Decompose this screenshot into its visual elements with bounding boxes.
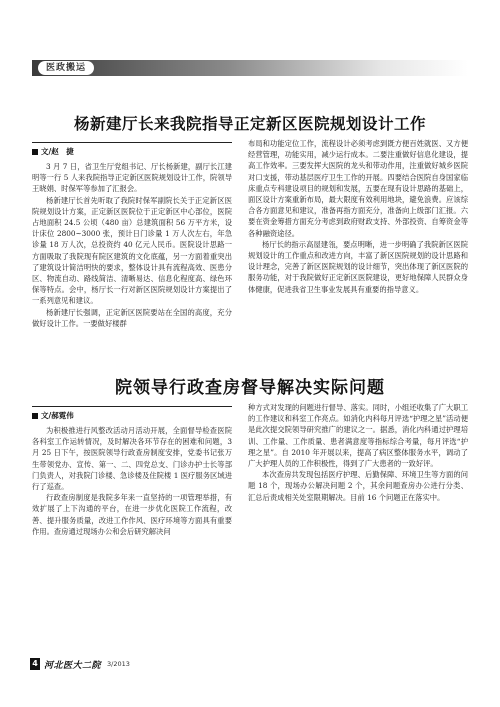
section-label: 医政搬运 [38, 61, 94, 75]
paragraph: 杨厅长的指示高屋建瓴，要点明晰，进一步明确了我院新区医院规划设计的工作重点和改进方向，丰富了新区医院规划的设计思路和设计理念，完善了新区医院规划的设计细节，突出体现了新区医院的服务功能，对于我院做好正定新区医院建设，更好地保障人民群众身体健康，促进我省卫生事业发展具有重要的指导意义。 [248, 239, 468, 294]
paragraph: 杨新建厅长强调，正定新区医院要站在全国的高度，充分做好设计工作。一要做好楼群 [32, 307, 232, 328]
article1-title: 杨新建厅长来我院指导正定新区医院规划设计工作 [73, 115, 426, 133]
page-footer [30, 657, 130, 671]
byline-square-icon [32, 413, 38, 419]
article2-title: 院领导行政查房督导解决实际问题 [115, 378, 385, 398]
article2-author: 文/郝霓伟 [41, 411, 74, 420]
paragraph: 3 月 7 日，省卫生厅党组书记、厅长杨新建，副厅长江建明等一行 5 人来我院指导正定新区医院规划设计工作，院领导王晓娟、时保军等参加了汇报会。 [32, 162, 232, 194]
paragraph: 本次查房共发现包括医疗护理、后勤保障、环境卫生等方面的问题 18 个，现场办公解决问题 2 个，其余问题查房办公进行分类、汇总后责成相关处室限期解决。目前 16 个问题正在落实中。 [248, 470, 468, 502]
byline-square-icon [32, 149, 38, 155]
magazine-name: 河北医大二院 [44, 660, 102, 671]
article2-left-column [32, 425, 232, 537]
paragraph: 杨新建厅长首先听取了我院时保军副院长关于正定新区医院规划设计方案，正定新区医院位于正定新区中心部位，医院占地面积 24.5 公顷（480 亩）总建筑面积 56 万平方米，设计床位 2800~3000 张，预计日门诊量 1 万人次左右，年急诊量 18 万人次，总投资约 40 亿元人民币。医院设计思路一方面吸取了我院现有院区建筑的文化底蕴，另一方面着重突出了建筑设计简洁明快的要求，整体设计具有流程高效、医患分区、物流自动、路线简洁、清晰易达、信息化程度高、绿色环保等特点。会中，杨厅长一行对新区医院规划设计方案提出了一系列意见和建议。 [32, 195, 232, 306]
article1-author: 文/赵 捷 [41, 147, 74, 156]
article1-right-column [248, 138, 468, 295]
article1-left-rule [32, 142, 232, 143]
article1-byline [32, 146, 74, 157]
paragraph: 布局和功能定位工作，流程设计必须考虑到既方便百姓就医、又方便经营管理，功能实用，减少运行成本。二要注重做好信息化建设，提高工作效率。三要发挥大医院的龙头和带动作用，注重做好城乡医院对口支援，带动基层医疗卫生工作的开展。四要结合医院自身国家临床重点专科建设项目的规划和发展，五要在现有设计思路的基础上，面区设计方案重新布局，最大限度有效利用地块，避免浪费。应该综合各方面意见和建议，准备再指方面充分，准备向上级部门汇报。六要在资金筹措方面充分考虑到政府财政支持、外部投资、自筹资金等各种融资途径。 [248, 139, 468, 238]
article2-right-column [248, 402, 468, 503]
issue-number: 3/2013 [107, 660, 130, 668]
page-number: 4 [30, 658, 40, 670]
paragraph: 行政查房制度是我院多年来一直坚持的一项管理举措，有效扩展了上下沟通的平台，在进一步优化医院工作流程，改善、提升服务质量，改进工作作风、医疗环境等方面具有重要作用。查房通过现场办公和会后研究解决问 [32, 493, 232, 536]
article2-byline [32, 410, 74, 421]
paragraph: 为积极推进行风整改活动月活动开展，全面督导检查医院各科室工作运转情况，及时解决各环节存在的困难和问题，3 月 25 日下午，按医院领导行政查房制度安排，党委书记张万生带领党办、宣传、第一、二、四党总支、门诊办护士长等部门负责人，对我院门诊楼、急诊楼及住院楼 1 医疗服务区域进行了巡查。 [32, 426, 232, 492]
article1-left-column [32, 161, 232, 329]
paragraph: 种方式对发现的问题进行督导、落实。同时，小组还收集了广大职工的工作建议和科室工作亮点。如消化内科每月评选“护理之星”活动便是此次提交院领导研究推广的建议之一。据悉，消化内科通过护理培训、工作量、工作质量、患者满意度等指标综合考量，每月评选“护理之星”。自 2010 年开展以来，提高了病区整体服务水平，调动了广大护理人员的工作积极性，得到了广大患者的一致好评。 [248, 403, 468, 469]
section-header-bar [32, 60, 468, 76]
article2-left-rule [32, 406, 232, 407]
